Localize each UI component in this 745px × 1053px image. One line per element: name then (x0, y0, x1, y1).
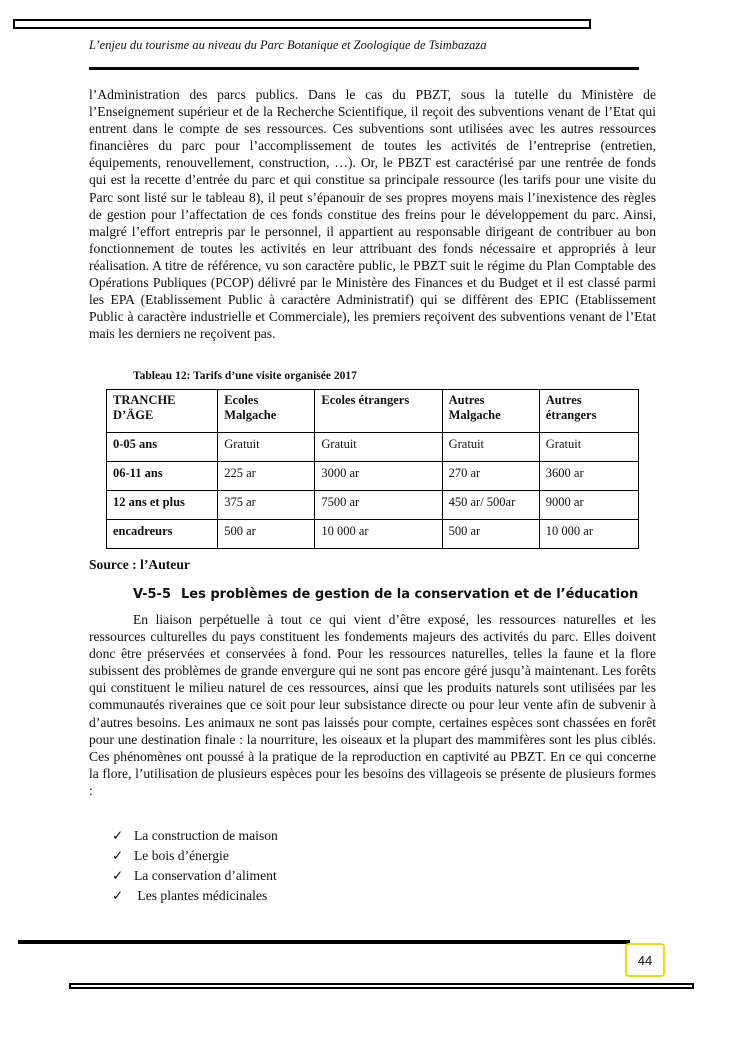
tariff-table (106, 389, 639, 549)
table-row-header: encadreurs (107, 520, 218, 549)
table-header-cell: Ecoles étrangers (315, 390, 442, 433)
table-cell: 450 ar/ 500ar (442, 491, 539, 520)
table-row (107, 520, 639, 549)
table-cell: 270 ar (442, 462, 539, 491)
table-cell: Gratuit (539, 433, 638, 462)
section-number: V-5-5 (133, 587, 171, 602)
table-row-header: 06-11 ans (107, 462, 218, 491)
table-cell: Gratuit (218, 433, 315, 462)
table-row (107, 491, 639, 520)
table-cell: Gratuit (442, 433, 539, 462)
table-cell: 9000 ar (539, 491, 638, 520)
table-cell: 3600 ar (539, 462, 638, 491)
list-item-text: La construction de maison (134, 828, 278, 843)
list-item (112, 886, 278, 906)
list-item (112, 846, 278, 866)
table-cell: 10 000 ar (539, 520, 638, 549)
section-title: Les problèmes de gestion de la conservation et de l’éducation (181, 587, 639, 602)
page-number: 44 (625, 943, 665, 977)
table-header-cell: Ecoles Malgache (218, 390, 315, 433)
header-rule (89, 67, 639, 70)
list-item (112, 866, 278, 886)
running-header: L’enjeu du tourisme au niveau du Parc Botanique et Zoologique de Tsimbazaza (89, 38, 487, 52)
bullet-list (112, 826, 278, 906)
list-item-text: La conservation d’aliment (134, 868, 277, 883)
table-row (107, 433, 639, 462)
section-heading (133, 587, 638, 602)
header-border-bar (13, 19, 591, 29)
footer-rule-top (18, 940, 630, 944)
table-cell: 3000 ar (315, 462, 442, 491)
list-item (112, 826, 278, 846)
table-header-cell: TRANCHE D’ÄGE (107, 390, 218, 433)
body-paragraph-2: En liaison perpétuelle à tout ce qui vient d’être exposé, les ressources naturelles et les ressources culturelles du pays constituent les fondements majeurs des activités du parc. Elles doivent donc être préservées et conservées à fond. Pour les ressources naturelles, telles la faune et la flore subissent des problèmes de grande envergure qui ne sont pas encore géré jusqu’à maintenant. Les forêts qui constituent le milieu naturel de ces ressources, ainsi que les produits naturels sont utilisées par les communautés riveraines que ce soit pour leur subsistance directe ou pour leur vente afin de subvenir à d’autres besoins. Les animaux ne sont pas laissés pour compte, certaines espèces sont chassées en forêt pour une destination finale : la nourriture, les oiseaux et la plupart des mammifères sont les plus ciblés. Ces phénomènes ont poussé à la pratique de la reproduction en captivité au PBZT. En ce qui concerne la flore, l’utilisation de plusieurs espèces pour les besoins des villageois se présente de plusieurs formes : (89, 612, 656, 798)
table-header-cell: Autres étrangers (539, 390, 638, 433)
table-caption: Tableau 12: Tarifs d’une visite organisée 2017 (133, 370, 357, 382)
checkmark-icon: ✓ (112, 888, 124, 903)
table-cell: 500 ar (442, 520, 539, 549)
list-item-text: Le bois d’énergie (134, 848, 229, 863)
table-row (107, 462, 639, 491)
table-cell: Gratuit (315, 433, 442, 462)
checkmark-icon: ✓ (112, 868, 124, 883)
table-row-header: 0-05 ans (107, 433, 218, 462)
footer-border-bar (69, 983, 694, 989)
table-source: Source : l’Auteur (89, 557, 190, 572)
checkmark-icon: ✓ (112, 848, 124, 863)
table-cell: 7500 ar (315, 491, 442, 520)
list-item-text: Les plantes médicinales (134, 888, 268, 903)
table-header-cell: Autres Malgache (442, 390, 539, 433)
table-header-row (107, 390, 639, 433)
table-cell: 225 ar (218, 462, 315, 491)
body-paragraph-1: l’Administration des parcs publics. Dans le cas du PBZT, sous la tutelle du Ministère de l’Enseignement supérieur et de la Recherche Scientifique, il reçoit des subventions venant de l’Etat qui entrent dans le compte de ses ressources. Ces subventions sont utilisées avec les autres ressources financières du parc pour l’accomplissement de toutes les activités de l’entreprise (entretien, équipements, renouvellement, construction, …). Or, le PBZT est caractérisé par une rentrée de fonds qui est la recette d’entrée du parc et qui constitue sa principale ressource (les tarifs pour une visite du Parc sont listé sur le tableau 8), il peut s’épanouir de ses propres moyens mais l’inexistence des règles de gestion pour l’affectation de ces fonds constitue des freins pour le développement du parc. Ainsi, malgré l’effort entrepris par le personnel, il appartient au responsable dirigeant de contribuer au bon fonctionnement de toutes les activités en leur attribuant des fonds nécessaire et appropriés à leur réalisation. A titre de référence, vu son caractère public, le PBZT suit le régime du Plan Comptable des Opérations Publiques (PCOP) délivré par le Ministère des Finances et du Budget et il est classé parmi les EPA (Etablissement Public à caractère Administratif) qui se diffèrent des EPIC (Etablissement Public à caractère industrielle et Commerciale), les premiers reçoivent des subventions venant de l’Etat mais les derniers ne reçoivent pas. (89, 87, 656, 342)
checkmark-icon: ✓ (112, 828, 124, 843)
table-cell: 10 000 ar (315, 520, 442, 549)
table-cell: 500 ar (218, 520, 315, 549)
table-cell: 375 ar (218, 491, 315, 520)
table-row-header: 12 ans et plus (107, 491, 218, 520)
